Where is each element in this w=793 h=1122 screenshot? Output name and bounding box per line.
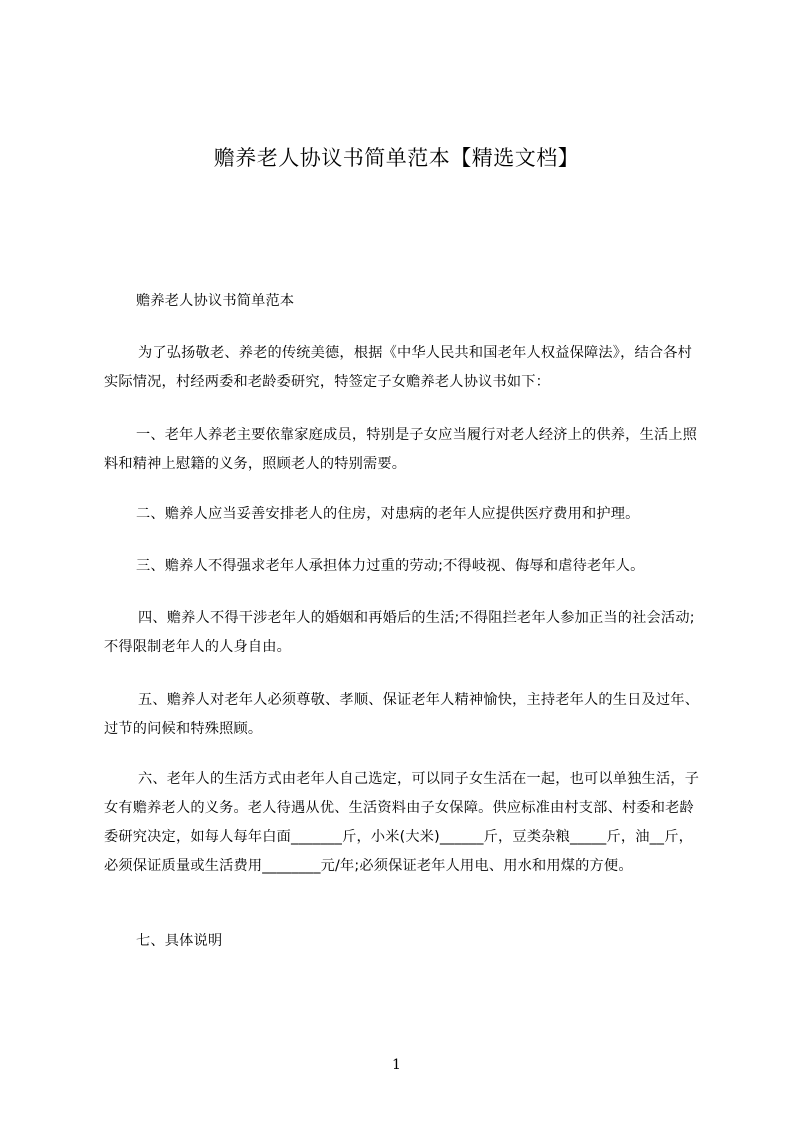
paragraph-clause-7: 七、具体说明 — [136, 933, 223, 949]
paragraph-clause-1: 一、老年人养老主要依靠家庭成员，特别是子女应当履行对老人经济上的供养，生活上照料和精神上慰籍的义务，照顾老人的特别需要。 — [104, 427, 698, 472]
paragraph-clause-2: 二、赡养人应当妥善安排老人的住房，对患病的老年人应提供医疗费用和护理。 — [136, 506, 640, 522]
paragraph-intro: 为了弘扬敬老、养老的传统美德，根据《中华人民共和国老年人权益保障法》，结合各村实际情况，村经两委和老龄委研究，特签定子女赡养老人协议书如下： — [104, 345, 693, 390]
page-number: 1 — [392, 1057, 401, 1073]
paragraph-clause-6: 六、老年人的生活方式由老年人自己选定，可以同子女生活在一起，也可以单独生活，子女有赡养老人的义务。老人待遇从优、生活资料由子女保障。供应标准由村支部、村委和老龄委研究决定，如每人每年白面_______斤，小米(大米)______斤，豆类杂粮_____斤，油__斤，必须保证质量或生活费用________元/年;必须保证老年人用电、用水和用煤的方便。 — [104, 771, 700, 874]
paragraph-clause-3: 三、赡养人不得强求老年人承担体力过重的劳动;不得岐视、侮辱和虐待老年人。 — [136, 558, 645, 574]
document-subtitle: 赡养老人协议书简单范本 — [136, 293, 295, 309]
document-title: 赡养老人协议书简单范本【精选文档】 — [213, 146, 580, 170]
paragraph-clause-5: 五、赡养人对老年人必须尊敬、孝顺、保证老年人精神愉快，主持老年人的生日及过年、过节的问候和特殊照顾。 — [104, 692, 700, 737]
paragraph-clause-4: 四、赡养人不得干涉老年人的婚姻和再婚后的生活;不得阻拦老年人参加正当的社会活动;不得限制老年人的人身自由。 — [104, 610, 695, 655]
